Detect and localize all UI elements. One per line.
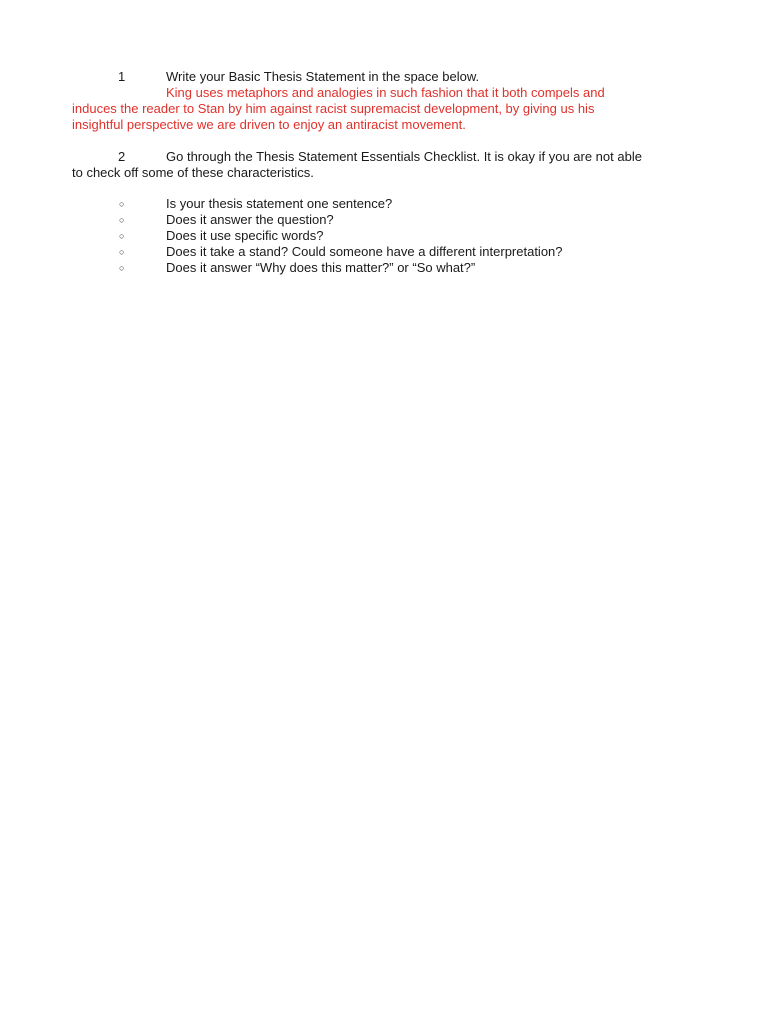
thesis-answer-line-3: insightful perspective we are driven to enjoy an antiracist movement.	[72, 117, 466, 132]
checklist-item	[0, 228, 768, 244]
checklist-item	[0, 244, 768, 260]
step-2-instruction-line-1: Go through the Thesis Statement Essentials Checklist. It is okay if you are not able	[166, 149, 642, 164]
thesis-answer-line-2: induces the reader to Stan by him against racist supremacist development, by giving us his	[72, 101, 595, 116]
checklist-item-text: Is your thesis statement one sentence?	[166, 196, 393, 211]
checklist-item-text: Does it answer the question?	[166, 212, 334, 227]
step-2-instruction-line-2: to check off some of these characteristics.	[72, 165, 314, 180]
step-1-row	[0, 69, 768, 85]
hollow-bullet-icon: ○	[119, 247, 125, 257]
step-2-row	[0, 149, 768, 165]
checklist-item	[0, 212, 768, 228]
checklist-item-text: Does it answer “Why does this matter?” or “So what?”	[166, 260, 476, 275]
hollow-bullet-icon: ○	[119, 231, 125, 241]
checklist-item	[0, 260, 768, 276]
hollow-bullet-icon: ○	[119, 215, 125, 225]
step-1-instruction: Write your Basic Thesis Statement in the space below.	[166, 69, 480, 84]
step-1-number: 1	[118, 69, 126, 84]
checklist-item-text: Does it use specific words?	[166, 228, 324, 243]
checklist-item-text: Does it take a stand? Could someone have a different interpretation?	[166, 244, 563, 259]
checklist-item	[0, 196, 768, 212]
hollow-bullet-icon: ○	[119, 263, 125, 273]
hollow-bullet-icon: ○	[119, 199, 125, 209]
step-2-number: 2	[118, 149, 126, 164]
thesis-answer-line-1: King uses metaphors and analogies in such fashion that it both compels and	[166, 85, 605, 100]
